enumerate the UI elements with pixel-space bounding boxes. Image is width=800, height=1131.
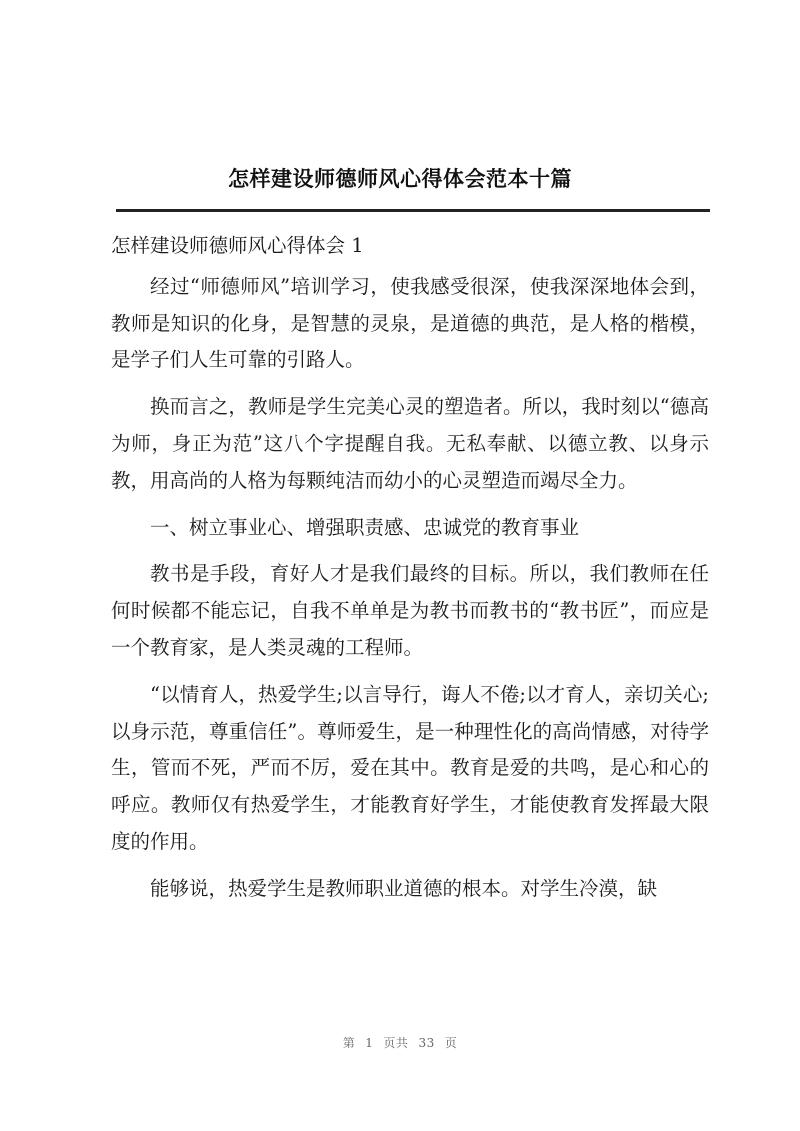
footer-total-pages: 33 bbox=[418, 1036, 435, 1050]
subheading: 一、树立事业心、增强职责感、忠诚党的教育事业 bbox=[150, 515, 580, 539]
footer-page-number: 1 bbox=[365, 1036, 374, 1050]
paragraph: 教书是手段，育好人才是我们最终的目标。所以，我们教师在任何时候都不能忘记，自我不单单是为教书而教书的“教书匠”，而应是一个教育家，是人类灵魂的工程师。 bbox=[111, 562, 709, 659]
title-divider bbox=[116, 209, 710, 212]
paragraph: 经过“师德师风”培训学习，使我感受很深，使我深深地体会到，教师是知识的化身，是智慧的灵泉，是道德的典范，是人格的楷模，是学子们人生可靠的引路人。 bbox=[111, 274, 709, 372]
paragraph: 换而言之，教师是学生完美心灵的塑造者。所以，我时刻以“德高为师，身正为范”这八个字提醒自我。无私奉献、以德立教、以身示教，用高尚的人格为每颗纯洁而幼小的心灵塑造而竭尽全力。 bbox=[111, 395, 709, 492]
paragraph: 能够说，热爱学生是教师职业道德的根本。对学生冷漠，缺 bbox=[150, 876, 658, 900]
paragraph: “以情育人，热爱学生;以言导行，诲人不倦;以才育人，亲切关心;以身示范，尊重信任”。尊师爱生，是一种理性化的高尚情感，对待学生，管而不死，严而不厉，爱在其中。教育是爱的共鸣，是心和心的呼应。教师仅有热爱学生，才能教育好学生，才能使教育发挥最大限度的作用。 bbox=[111, 682, 709, 853]
footer-middle: 页共 bbox=[383, 1036, 409, 1050]
page-footer bbox=[0, 1034, 800, 1051]
document-body bbox=[111, 228, 709, 918]
footer-suffix: 页 bbox=[444, 1036, 458, 1050]
document-title: 怎样建设师德师风心得体会范本十篇 bbox=[228, 167, 572, 191]
section-heading: 怎样建设师德师风心得体会 1 bbox=[111, 234, 364, 257]
footer-prefix: 第 bbox=[342, 1036, 356, 1050]
